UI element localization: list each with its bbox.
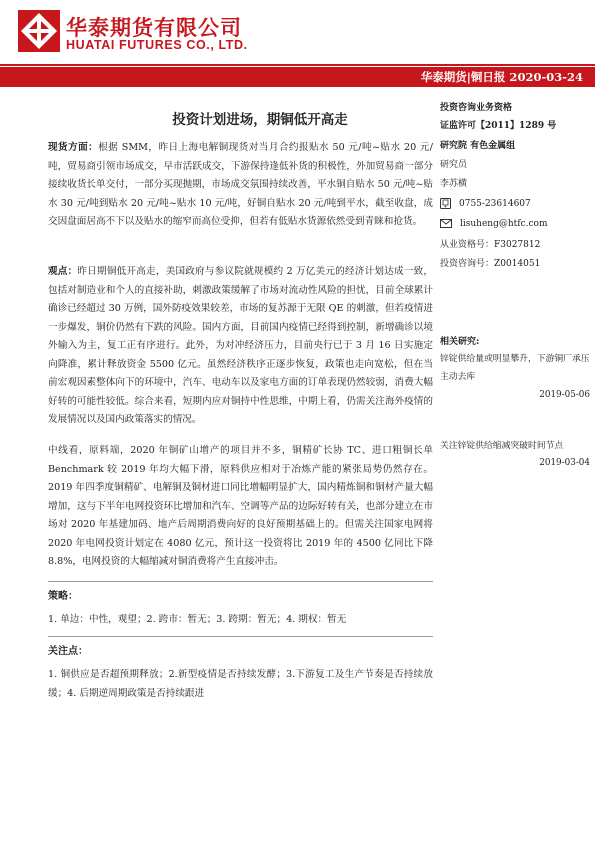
spot-paragraph bbox=[48, 139, 433, 232]
email-address[interactable]: lisuheng@htfc.com bbox=[460, 219, 548, 229]
related-item-1-date: 2019-05-06 bbox=[539, 390, 590, 400]
view-text: 昨日期铜低开高走，美国政府与参议院就规模约 2 万亿美元的经济计划达成一致，包括对制造业和个人的直接补助，刺激政策缓解了市场对流动性风险的担忧，目前全球累计确诊已经超过 30 万例，国外防疫效果较差，市场的复苏源于无限 QE 的刺激，但若疫情进一步爆发，铜价仍然有下跌的风险。国内方面，目前国内疫情已经得到控制，新增确诊以境外输入为主，复工正有序进行。此外，为对冲经济压力，目前央行已于 3 月 16 日实施定向降准，累计释放资金 5500 亿元。虽然经济秩序正逐步恢复，政策也走向宽松，但在当前宏观因素整体向下的环境中，汽车、电动车以及家电方面的订单表现仍然较弱，消费大幅好转的可能性较低。综合来看，短期内应对铜持中性思维，中期上看，仍需关注海外疫情的发展情况以及国内政策落实的情况。 bbox=[48, 266, 434, 425]
section-divider bbox=[48, 581, 433, 582]
strategy-text: 1. 单边：中性，观望；2. 跨市：暂无；3. 跨期：暂无；4. 期权：暂无 bbox=[48, 614, 347, 625]
strategy-heading: 策略： bbox=[48, 591, 78, 602]
analyst-name: 李苏横 bbox=[440, 179, 468, 189]
research-dept: 研究院 有色金属组 bbox=[440, 141, 516, 151]
brand-name-cn: 华泰期货有限公司 bbox=[66, 16, 242, 40]
email-row bbox=[440, 215, 590, 233]
report-bar bbox=[0, 67, 595, 87]
huatai-logo-icon bbox=[18, 10, 60, 52]
qualification-title: 投资咨询业务资格 bbox=[440, 103, 513, 113]
spot-label: 现货方面： bbox=[48, 142, 99, 153]
midterm-text: 中线看，原料端，2020 年铜矿山增产的项目并不多，铜精矿长协 TC、进口粗铜长单 Benchmark 较 2019 年均大幅下滑，原料供应相对于冶炼产能的紧张局势仍然存在。2019 年四季度铜精矿、电解铜及铜材进口同比增幅明显扩大，国内精炼铜和铜材产量大幅增加，这与下半年电网投资环比增加和汽车、空调等产品的边际好转有关，也部分建立在市场对 2020 年基建加码、地产后周期消费向好的良好预期基础上的。但需关注国家电网将 2020 年电网投资计划定在 4080 亿元，预计这一投资将比 2019 年的 4500 亿同比下降 8.8%，电网投资的大幅缩减对铜消费将产生直接冲击。 bbox=[48, 445, 433, 567]
view-label: 观点： bbox=[48, 266, 78, 277]
watch-text: 1. 铜供应是否超预期释放；2.新型疫情是否持续发酵；3.下游复工及生产节奏是否持续放缓；4. 后期逆周期政策是否持续跟进 bbox=[48, 669, 433, 699]
spot-text: 根据 SMM，昨日上海电解铜现货对当月合约报贴水 50 元/吨~贴水 20 元/吨，贸易商引领市场成交，早市活跃成交，下游保持逢低补货的积极性，外加贸易商一部分接续收货长单交付，一部分买现抛期，市场成交氛围持续改善，平水铜自贴水 50 元/吨~贴水 30 元/吨到贴水 20 元/吨~贴水 10 元/吨，好铜自贴水 20 元/吨到平水，截至收盘，成交因盘面居高不下以及贴水的缩窄而高位受抑，但若有低贴水货源依然受到青睐和抢货。 bbox=[48, 142, 434, 227]
phone-icon bbox=[440, 198, 451, 209]
analyst-role: 研究员 bbox=[440, 160, 468, 170]
license-number: 证监许可【2011】1289 号 bbox=[440, 121, 557, 131]
phone-number: 0755-23614607 bbox=[459, 199, 531, 209]
phone-row bbox=[440, 195, 590, 213]
related-item-2[interactable]: 关注锌锭供给缩减突破时间节点 bbox=[440, 441, 564, 451]
page-title: 投资计划进场，期铜低开高走 bbox=[172, 112, 348, 128]
view-paragraph bbox=[48, 263, 433, 430]
section-divider bbox=[48, 636, 433, 637]
watch-heading: 关注点： bbox=[48, 646, 88, 657]
related-item-1[interactable]: 锌锭供给量或明显攀升，下游铜厂承压主动去库 bbox=[440, 354, 590, 382]
brand-name-en: HUATAI FUTURES CO., LTD. bbox=[66, 38, 248, 52]
practice-number: 从业资格号：F3027812 bbox=[440, 240, 541, 250]
report-bar-text: 华泰期货|铜日报 2020-03-24 bbox=[420, 70, 583, 84]
consult-number: 投资咨询号：Z0014051 bbox=[440, 259, 541, 269]
midterm-paragraph bbox=[48, 442, 433, 572]
header-rule bbox=[0, 64, 595, 66]
email-icon bbox=[440, 219, 452, 228]
related-research-heading: 相关研究: bbox=[440, 337, 480, 347]
related-item-2-date: 2019-03-04 bbox=[539, 458, 590, 468]
